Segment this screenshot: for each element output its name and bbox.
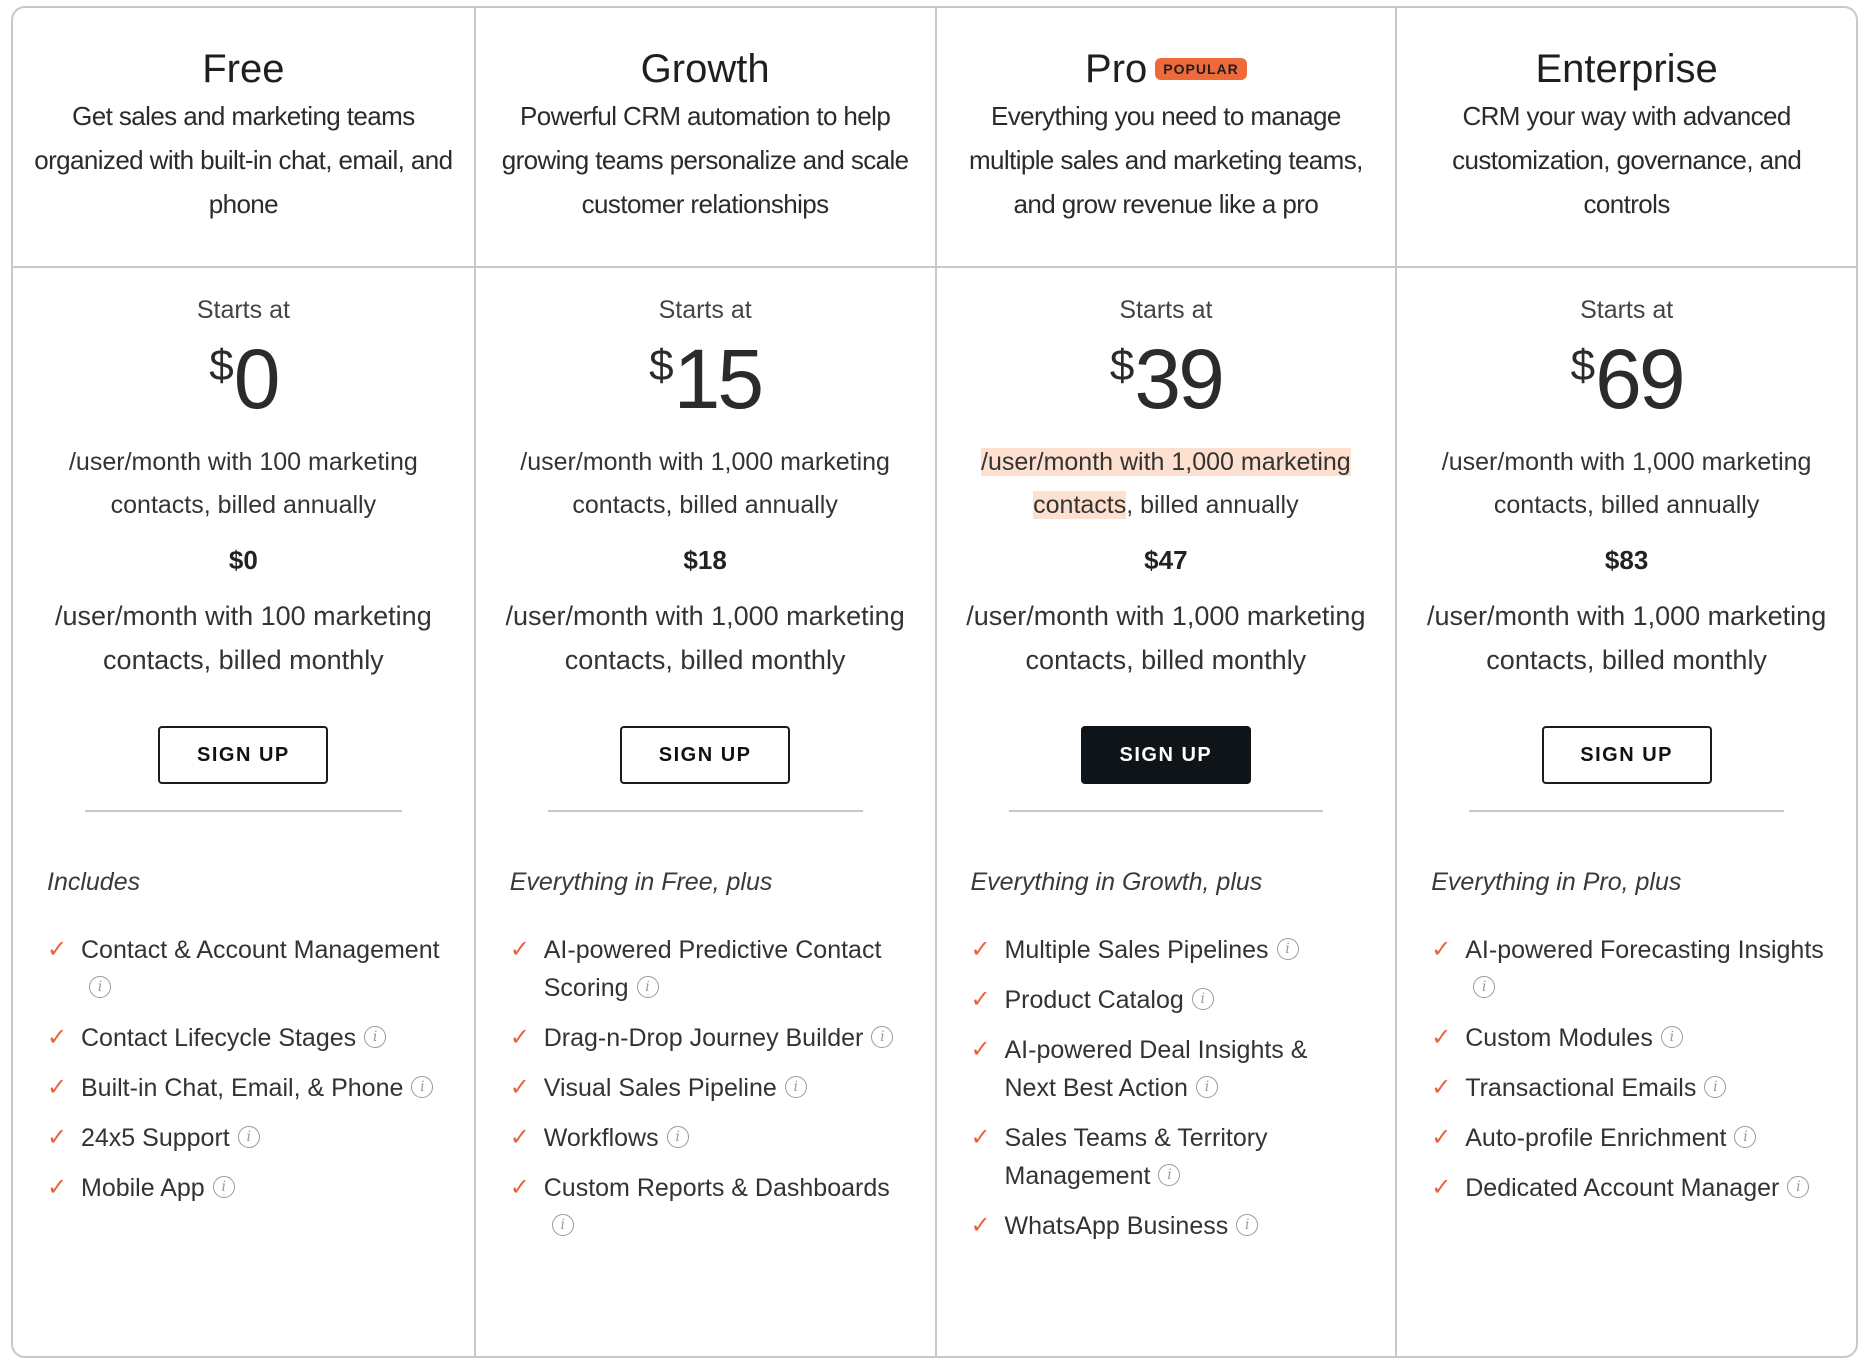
check-icon: ✓ [1431, 1174, 1452, 1201]
feature-item [971, 1119, 1366, 1195]
price [957, 331, 1376, 427]
annual-billing-text [957, 441, 1376, 527]
plan-name: Growth [640, 47, 770, 91]
feature-item [510, 931, 905, 1007]
check-icon: ✓ [970, 936, 991, 963]
check-icon: ✓ [970, 1036, 991, 1063]
feature-item [1431, 1169, 1826, 1207]
monthly-billing-text: /user/month with 1,000 marketing contacts, billed monthly [966, 601, 1366, 675]
annual-billing-text: /user/month with 1,000 marketing contacts, billed annually [1441, 448, 1812, 519]
price-amount: 69 [1595, 332, 1683, 426]
check-icon: ✓ [1431, 1124, 1452, 1151]
feature-item [47, 1019, 444, 1057]
info-icon[interactable]: i [552, 1214, 574, 1236]
check-icon: ✓ [47, 1124, 68, 1151]
feature-item [971, 981, 1366, 1019]
feature-item [510, 1169, 905, 1245]
feature-label: Visual Sales Pipeline [543, 1074, 777, 1102]
price [496, 331, 915, 427]
feature-list [13, 812, 474, 1219]
plan-column-pro [935, 8, 1396, 1356]
monthly-price: $18 [683, 545, 727, 575]
feature-label: AI-powered Deal Insights & Next Best Action [1004, 1036, 1308, 1102]
info-icon[interactable]: i [1196, 1076, 1218, 1098]
feature-label: Custom Modules [1465, 1024, 1653, 1052]
monthly-billing-text: /user/month with 1,000 marketing contacts, billed monthly [505, 601, 905, 675]
info-icon[interactable]: i [1236, 1214, 1258, 1236]
info-icon[interactable]: i [411, 1076, 433, 1098]
feature-item [510, 1019, 905, 1057]
sign-up-button[interactable]: SIGN UP [1081, 726, 1251, 784]
feature-label: Auto-profile Enrichment [1465, 1124, 1727, 1152]
plan-header [13, 8, 474, 268]
feature-label: AI-powered Forecasting Insights [1465, 936, 1824, 964]
feature-item [1431, 931, 1826, 1007]
plan-header [476, 8, 935, 268]
feature-label: Transactional Emails [1465, 1074, 1697, 1102]
info-icon[interactable]: i [1277, 938, 1299, 960]
monthly-billing-text: /user/month with 100 marketing contacts, billed monthly [55, 601, 432, 675]
feature-item [1431, 1019, 1826, 1057]
check-icon: ✓ [47, 1024, 68, 1051]
features-intro: Everything in Growth, plus [970, 868, 1263, 896]
sign-up-button[interactable]: SIGN UP [1542, 726, 1712, 784]
feature-label: Workflows [543, 1124, 659, 1152]
info-icon[interactable]: i [238, 1126, 260, 1148]
currency-symbol: $ [209, 341, 234, 390]
feature-item [971, 1207, 1366, 1245]
feature-item [47, 931, 444, 1007]
starts-at-label: Starts at [1580, 296, 1674, 324]
price [1417, 331, 1836, 427]
feature-list [476, 812, 935, 1257]
annual-billing-text-rest: , billed annually [1126, 491, 1299, 519]
check-icon: ✓ [1431, 1074, 1452, 1101]
price-section [13, 268, 474, 784]
info-icon[interactable]: i [89, 976, 111, 998]
plan-column-growth [474, 8, 935, 1356]
feature-item [510, 1069, 905, 1107]
check-icon: ✓ [47, 936, 68, 963]
feature-label: Drag-n-Drop Journey Builder [543, 1024, 864, 1052]
sign-up-button[interactable]: SIGN UP [158, 726, 328, 784]
feature-item [47, 1169, 444, 1207]
features-intro: Includes [47, 868, 141, 896]
info-icon[interactable]: i [637, 976, 659, 998]
starts-at-label: Starts at [658, 296, 752, 324]
popular-badge: POPULAR [1155, 58, 1246, 80]
info-icon[interactable]: i [1661, 1026, 1683, 1048]
plan-description: Get sales and marketing teams organized with built-in chat, email, and phone [34, 101, 453, 219]
price-amount: 39 [1134, 332, 1222, 426]
feature-list [1397, 812, 1856, 1219]
starts-at-label: Starts at [196, 296, 290, 324]
feature-item [971, 1031, 1366, 1107]
check-icon: ✓ [47, 1074, 68, 1101]
plan-name: Free [202, 47, 285, 91]
feature-label: AI-powered Predictive Contact Scoring [543, 936, 882, 1002]
check-icon: ✓ [47, 1174, 68, 1201]
monthly-billing-text: /user/month with 1,000 marketing contacts, billed monthly [1427, 601, 1827, 675]
check-icon: ✓ [509, 1124, 530, 1151]
check-icon: ✓ [509, 1024, 530, 1051]
info-icon[interactable]: i [785, 1076, 807, 1098]
currency-symbol: $ [1109, 341, 1135, 390]
check-icon: ✓ [509, 936, 530, 963]
annual-billing-text: /user/month with 100 marketing contacts, billed annually [68, 448, 418, 519]
plan-description: Powerful CRM automation to help growing teams personalize and scale customer relationships [501, 101, 909, 219]
price-section [1397, 268, 1856, 784]
price [33, 331, 454, 427]
highlighted-text: /user/month with 1,000 marketing contacts [981, 448, 1351, 519]
info-icon[interactable]: i [1704, 1076, 1726, 1098]
info-icon[interactable]: i [1787, 1176, 1809, 1198]
feature-item [1431, 1069, 1826, 1107]
monthly-price: $0 [228, 545, 258, 575]
info-icon[interactable]: i [1473, 976, 1495, 998]
check-icon: ✓ [1431, 936, 1452, 963]
plan-name: Enterprise [1535, 47, 1718, 91]
features-intro: Everything in Pro, plus [1431, 868, 1682, 896]
feature-item [47, 1119, 444, 1157]
feature-label: WhatsApp Business [1004, 1212, 1229, 1240]
monthly-price: $83 [1604, 545, 1649, 575]
plan-header [937, 8, 1396, 268]
feature-item [1431, 1119, 1826, 1157]
feature-label: Contact & Account Management [81, 936, 440, 964]
plan-description: CRM your way with advanced customization, governance, and controls [1452, 101, 1802, 219]
plan-description: Everything you need to manage multiple sales and marketing teams, and grow revenue like a pro [969, 101, 1363, 219]
feature-label: Custom Reports & Dashboards [543, 1174, 890, 1202]
currency-symbol: $ [649, 341, 674, 390]
monthly-price: $47 [1144, 545, 1188, 575]
feature-list [937, 812, 1396, 1257]
feature-label: Sales Teams & Territory Management [1004, 1124, 1268, 1190]
check-icon: ✓ [970, 1124, 991, 1151]
feature-item [510, 1119, 905, 1157]
sign-up-button[interactable]: SIGN UP [620, 726, 790, 784]
check-icon: ✓ [509, 1074, 530, 1101]
feature-label: Contact Lifecycle Stages [81, 1024, 357, 1052]
feature-label: Mobile App [81, 1174, 205, 1202]
price-section [937, 268, 1396, 784]
pricing-table [11, 6, 1858, 1358]
feature-label: 24x5 Support [81, 1124, 230, 1152]
check-icon: ✓ [970, 1212, 991, 1239]
check-icon: ✓ [1431, 1024, 1452, 1051]
feature-label: Dedicated Account Manager [1465, 1174, 1780, 1202]
plan-column-enterprise [1395, 8, 1856, 1356]
starts-at-label: Starts at [1119, 296, 1213, 324]
info-icon[interactable]: i [1192, 988, 1214, 1010]
feature-label: Built-in Chat, Email, & Phone [81, 1074, 404, 1102]
info-icon[interactable]: i [1158, 1164, 1180, 1186]
feature-label: Multiple Sales Pipelines [1004, 936, 1269, 964]
feature-label: Product Catalog [1004, 986, 1184, 1014]
check-icon: ✓ [970, 986, 991, 1013]
check-icon: ✓ [509, 1174, 530, 1201]
price-section [476, 268, 935, 784]
feature-item [47, 1069, 444, 1107]
info-icon[interactable]: i [364, 1026, 386, 1048]
info-icon[interactable]: i [871, 1026, 893, 1048]
features-intro: Everything in Free, plus [509, 868, 773, 896]
annual-billing-text: /user/month with 1,000 marketing contacts, billed annually [520, 448, 890, 519]
currency-symbol: $ [1570, 341, 1596, 390]
price-amount: 0 [233, 332, 278, 426]
info-icon[interactable]: i [213, 1176, 235, 1198]
info-icon[interactable]: i [667, 1126, 689, 1148]
feature-item [971, 931, 1366, 969]
price-amount: 15 [673, 332, 762, 426]
plan-header [1397, 8, 1856, 268]
plan-column-free [13, 8, 474, 1356]
plan-name: Pro [1085, 47, 1148, 91]
info-icon[interactable]: i [1734, 1126, 1756, 1148]
